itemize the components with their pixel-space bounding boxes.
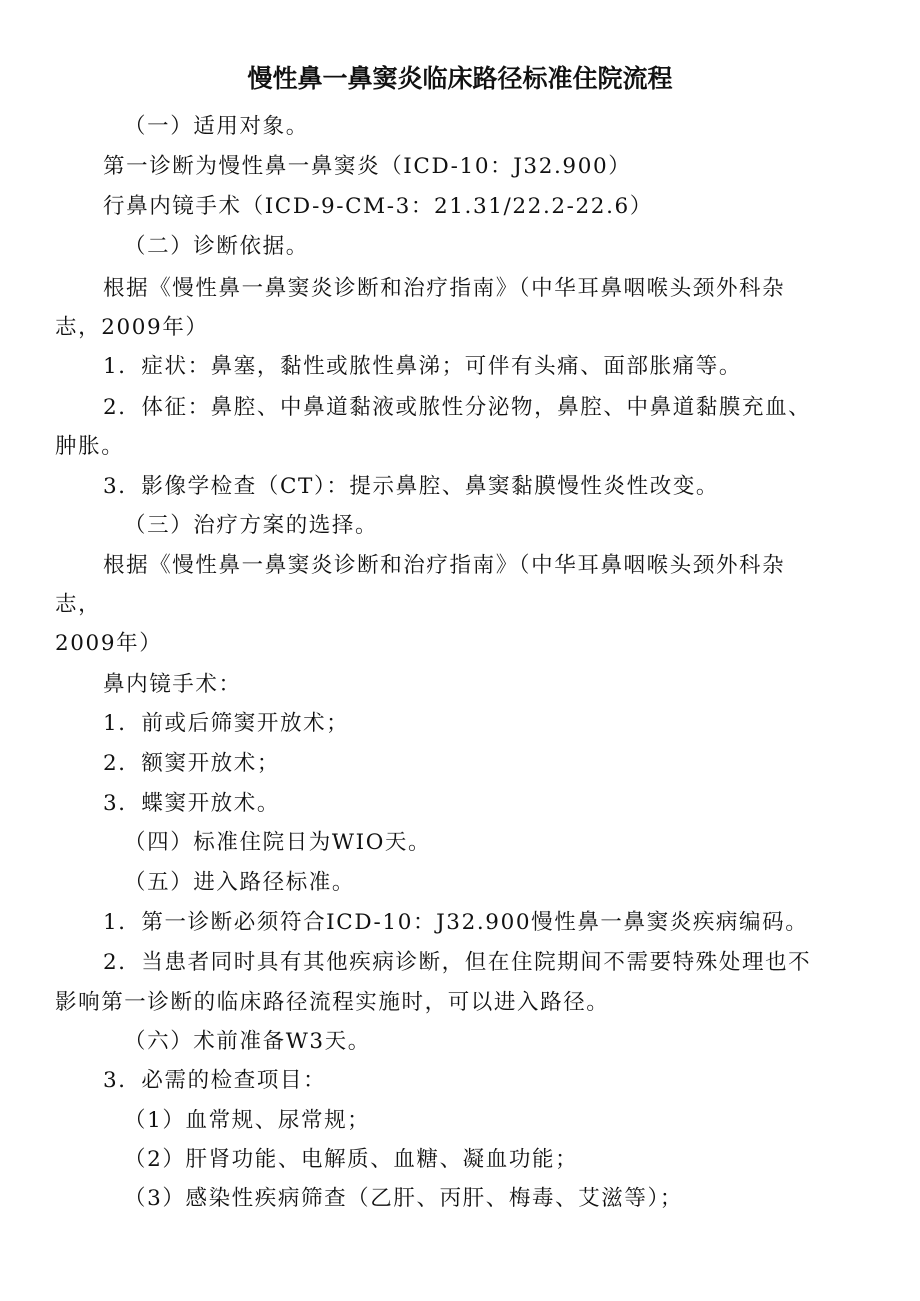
paragraph-line: 肿胀。	[55, 434, 125, 459]
paragraph-line: 3．影像学检查（CT）：提示鼻腔、鼻窦黏膜慢性炎性改变。	[103, 474, 720, 499]
list-item: （2）肝肾功能、电解质、血糖、凝血功能；	[124, 1147, 579, 1172]
section-heading: （三）治疗方案的选择。	[124, 513, 379, 538]
list-item: 2．当患者同时具有其他疾病诊断，但在住院期间不需要特殊处理也不	[103, 950, 812, 975]
section-heading: （五）进入路径标准。	[124, 870, 356, 895]
paragraph-line: 2009年）	[55, 631, 163, 656]
paragraph-line: 影响第一诊断的临床路径流程实施时，可以进入路径。	[55, 990, 610, 1015]
list-item: （3）感染性疾病筛查（乙肝、丙肝、梅毒、艾滋等）；	[124, 1186, 683, 1211]
paragraph-line: 鼻内镜手术：	[103, 672, 242, 697]
document-title: 慢性鼻一鼻窦炎临床路径标准住院流程	[247, 64, 673, 93]
section-heading: （六）术前准备W3天。	[124, 1029, 371, 1054]
list-item: 2．额窦开放术；	[103, 751, 280, 776]
list-item: 1．第一诊断必须符合ICD-10：J32.900慢性鼻一鼻窦炎疾病编码。	[103, 910, 809, 935]
list-item: 3．必需的检查项目：	[103, 1068, 327, 1093]
paragraph-line: 志，2009年）	[55, 315, 209, 340]
paragraph-line: 根据《慢性鼻一鼻窦炎诊断和治疗指南》（中华耳鼻咽喉头颈外科杂	[103, 553, 786, 578]
paragraph-line: 志，	[55, 592, 102, 617]
section-heading: （四）标准住院日为WIO天。	[124, 830, 432, 855]
paragraph-line: 1．症状：鼻塞，黏性或脓性鼻涕；可伴有头痛、面部胀痛等。	[103, 354, 742, 379]
list-item: 1．前或后筛窦开放术；	[103, 711, 350, 736]
paragraph-line: 第一诊断为慢性鼻一鼻窦炎（ICD-10：J32.900）	[103, 154, 632, 179]
paragraph-line: 根据《慢性鼻一鼻窦炎诊断和治疗指南》（中华耳鼻咽喉头颈外科杂	[103, 276, 786, 301]
section-heading: （二）诊断依据。	[124, 234, 309, 259]
section-heading: （一）适用对象。	[124, 114, 309, 139]
list-item: 3．蝶窦开放术。	[103, 791, 280, 816]
paragraph-line: 2．体征：鼻腔、中鼻道黏液或脓性分泌物，鼻腔、中鼻道黏膜充血、	[103, 395, 812, 420]
list-item: （1）血常规、尿常规；	[124, 1108, 371, 1133]
paragraph-line: 行鼻内镜手术（ICD-9-CM-3：21.31/22.2-22.6）	[103, 194, 653, 219]
